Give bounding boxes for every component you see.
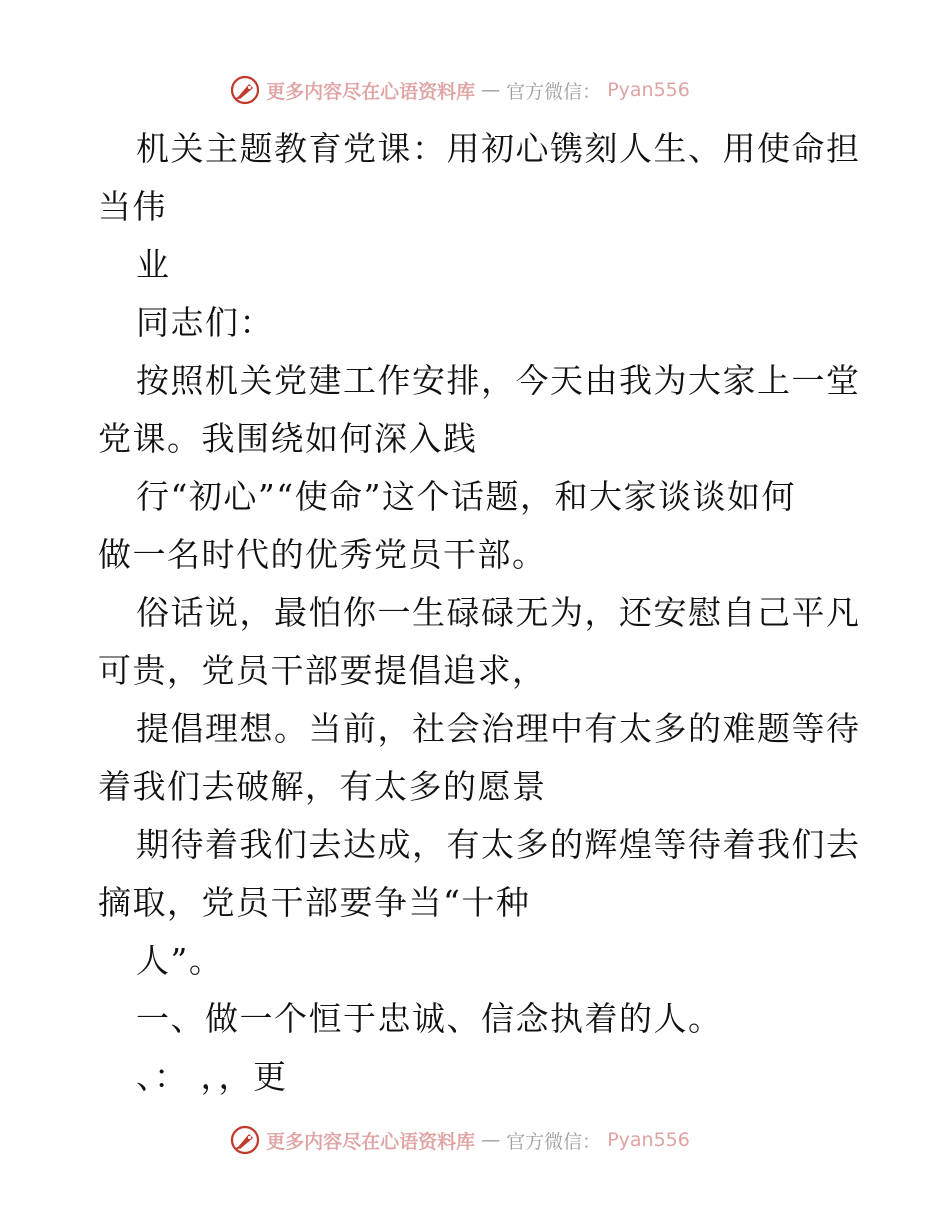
- banner-dash: —: [481, 1129, 501, 1151]
- banner-wechat-label: 官方微信：: [506, 1130, 602, 1153]
- document-title-line-2: 当伟: [98, 187, 167, 226]
- banner-slogan: 更多内容尽在心语资料库: [266, 1130, 476, 1153]
- header-banner: [0, 70, 950, 110]
- section-heading: 一、做一个恒于忠诚、信念执着的人。: [136, 999, 723, 1038]
- paragraph-line: 摘取，党员干部要争当“十种: [98, 883, 531, 922]
- document-title-line-3: 业: [136, 245, 171, 284]
- paragraph-line: 党课。我围绕如何深入践: [98, 419, 478, 458]
- paragraph-line: 期待着我们去达成，有太多的辉煌等待着我们去: [136, 825, 861, 864]
- pen-nib-logo-icon: [230, 1125, 260, 1155]
- banner-wechat-id: Pyan556: [607, 1129, 690, 1151]
- paragraph-line: 可贵，党员干部要提倡追求，: [98, 651, 547, 690]
- paragraph-line: 按照机关党建工作安排，今天由我为大家上一堂: [136, 361, 861, 400]
- document-title-line-1: 机关主题教育党课：用初心镌刻人生、用使命担: [136, 129, 861, 168]
- paragraph-line: 、： ，，更: [136, 1057, 288, 1096]
- banner-slogan: 更多内容尽在心语资料库: [266, 80, 476, 103]
- document-body: [98, 120, 861, 1106]
- paragraph-line: 俗话说，最怕你一生碌碌无为，还安慰自己平凡: [136, 593, 861, 632]
- pen-nib-logo-icon: [230, 75, 260, 105]
- banner-content: [230, 1125, 690, 1155]
- footer-banner: [0, 1120, 950, 1160]
- banner-wechat-id: Pyan556: [607, 79, 690, 101]
- paragraph-line: 着我们去破解，有太多的愿景: [98, 767, 547, 806]
- salutation: 同志们：: [136, 303, 274, 342]
- paragraph-line: 人”。: [136, 941, 224, 980]
- paragraph-line: 提倡理想。当前，社会治理中有太多的难题等待: [136, 709, 861, 748]
- banner-wechat-label: 官方微信：: [506, 80, 602, 103]
- paragraph-line: 做一名时代的优秀党员干部。: [98, 535, 547, 574]
- banner-dash: —: [481, 79, 501, 101]
- paragraph-line: 行“初心”“使命”这个话题，和大家谈谈如何: [136, 477, 796, 516]
- banner-content: [230, 75, 690, 105]
